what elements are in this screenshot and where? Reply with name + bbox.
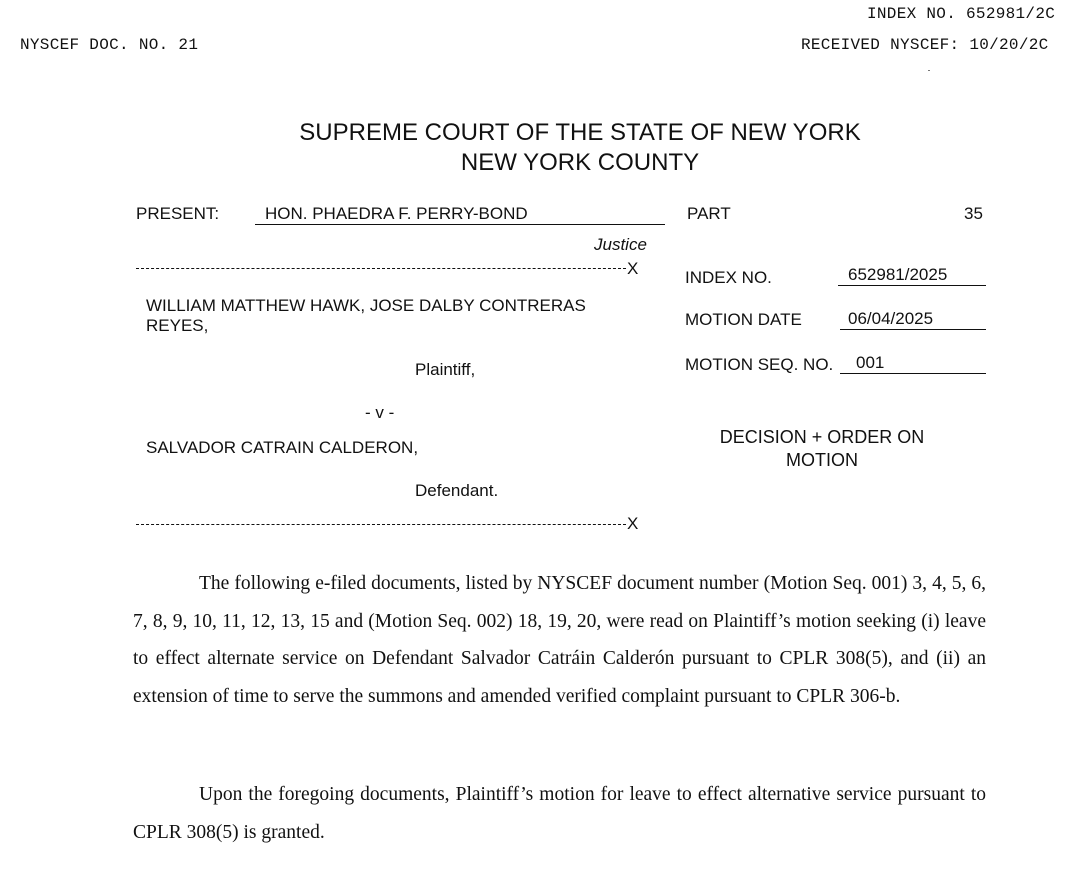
- caption-divider-top: [136, 268, 626, 269]
- motion-seq-value: 001: [840, 353, 986, 374]
- justice-label: Justice: [594, 235, 647, 254]
- versus-label: - v -: [365, 403, 395, 422]
- part-label: PART: [687, 204, 731, 223]
- part-number: 35: [964, 204, 983, 223]
- defendant-label: Defendant.: [415, 481, 499, 500]
- body-paragraph-1: The following e-filed documents, listed by NYSCEF document number (Motion Seq. 001) 3, 4, 5, 6, 7, 8, 9, 10, 11, 12, 13, 15 and (Motion Seq. 002) 18, 19, 20, were read on Plaintiff’s motion seeking (i) leave to effect alternate service on Defendant Salvador Catráin Calderón pursuant to CPLR 308(5), and (ii) an extension of time to serve the summons and amended verified complaint pursuant to CPLR 306-b.: [133, 573, 986, 707]
- decision-title-line2: MOTION: [786, 450, 858, 470]
- caption-divider-bottom: [136, 524, 626, 525]
- received-nyscef-stamp: RECEIVED NYSCEF: 10/20/2C: [801, 36, 1049, 54]
- decision-title-line1: DECISION + ORDER ON: [719, 427, 925, 447]
- caption-x-top: X: [627, 259, 639, 278]
- index-number-stamp: INDEX NO. 652981/2C: [867, 5, 1056, 23]
- index-no-label: INDEX NO.: [685, 268, 772, 287]
- court-county: NEW YORK COUNTY: [460, 149, 700, 176]
- index-no-value: 652981/2025: [838, 265, 986, 286]
- motion-date-label: MOTION DATE: [685, 310, 802, 329]
- plaintiffs-names-line2: REYES,: [146, 316, 209, 335]
- plaintiff-label: Plaintiff,: [415, 360, 476, 379]
- motion-seq-label: MOTION SEQ. NO.: [685, 355, 834, 374]
- nyscef-doc-number: NYSCEF DOC. NO. 21: [20, 36, 199, 54]
- body-paragraph-2: Upon the foregoing documents, Plaintiff’s motion for leave to effect alternative service pursuant to CPLR 308(5) is granted.: [133, 784, 986, 843]
- motion-date-value: 06/04/2025: [840, 309, 986, 330]
- defendant-name: SALVADOR CATRAIN CALDERON,: [146, 438, 419, 457]
- judge-name: HON. PHAEDRA F. PERRY-BOND: [255, 204, 665, 225]
- scan-speck: [928, 70, 930, 71]
- court-title: SUPREME COURT OF THE STATE OF NEW YORK: [299, 119, 861, 146]
- plaintiffs-names-line1: WILLIAM MATTHEW HAWK, JOSE DALBY CONTRERAS: [146, 296, 586, 315]
- caption-x-bottom: X: [627, 514, 639, 533]
- present-label: PRESENT:: [136, 204, 220, 223]
